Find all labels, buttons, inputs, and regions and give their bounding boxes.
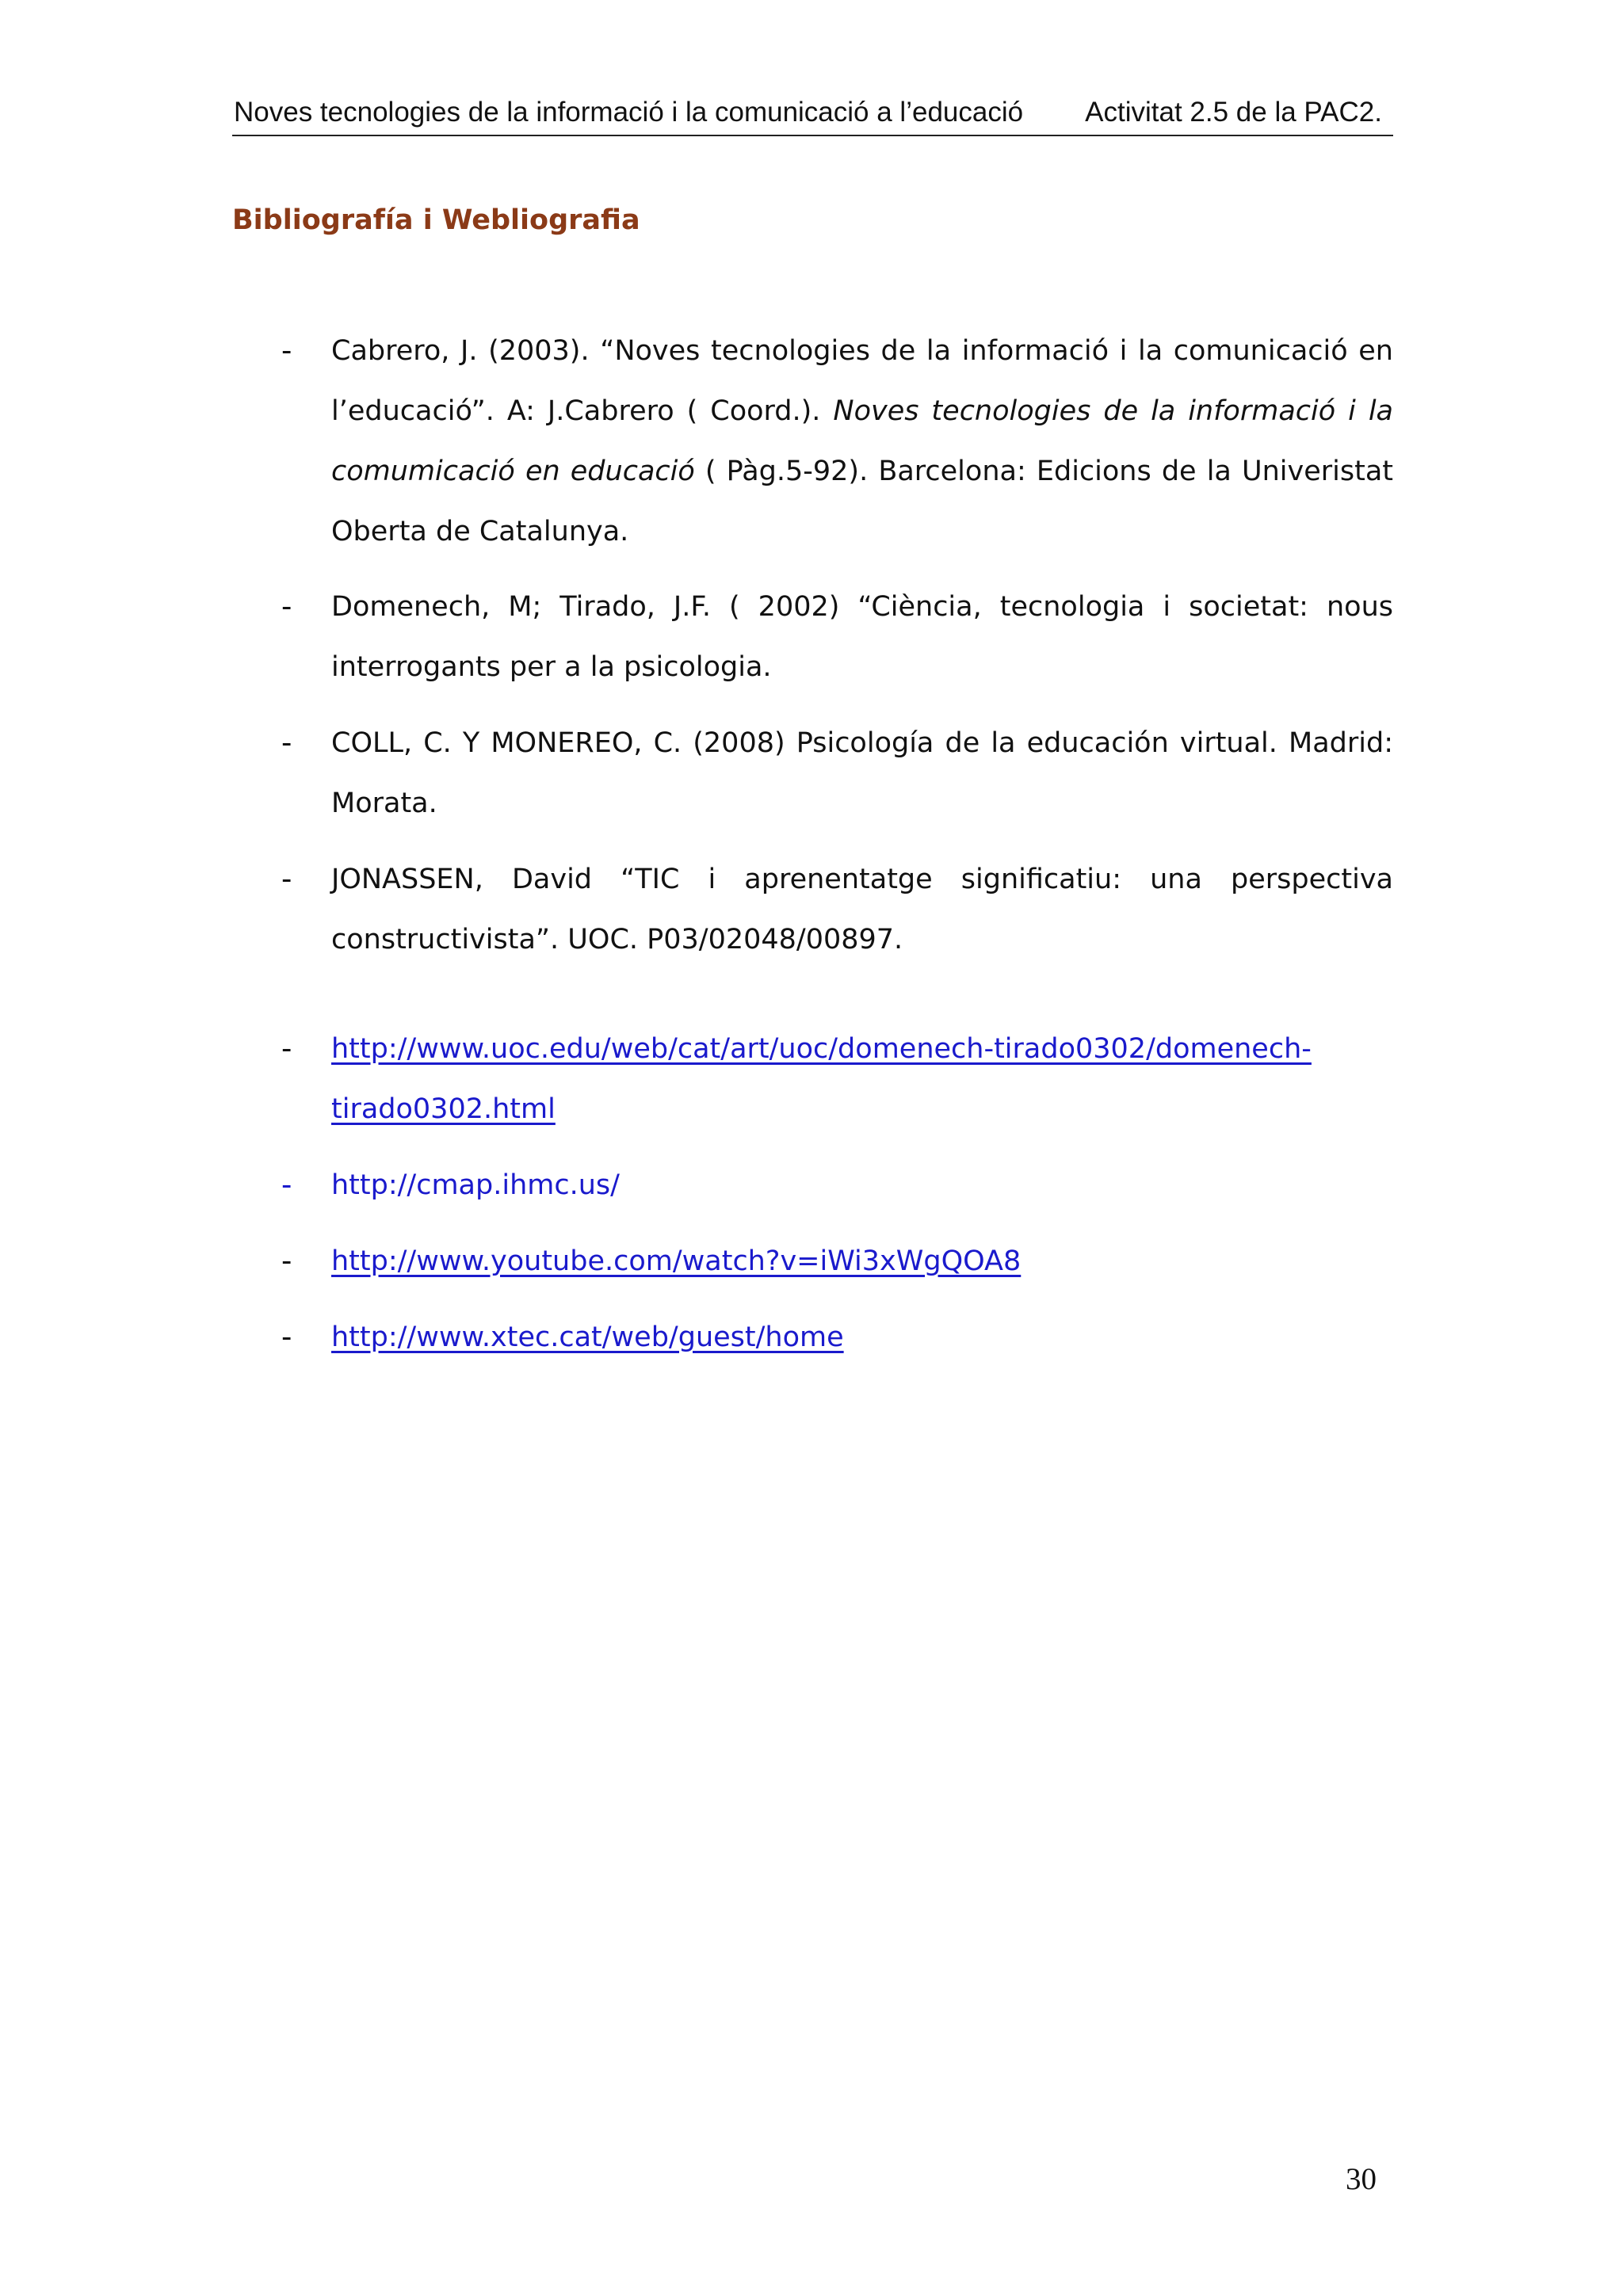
list-dash: - [281,334,292,368]
webliography-entry-xtec [281,1307,1393,1367]
bibliography-text: COLL, C. Y MONEREO, C. (2008) Psicología de la educación virtual. Madrid: Morata. [331,727,1393,819]
bibliography-text [331,321,1393,562]
bibliography-entry-jonassen [281,849,1393,970]
bibliography-text-part2: ( Pàg.5-92). Barcelona: Edicions de la Univeristat Oberta de Catalunya. [331,456,1393,547]
webliography-entry-cmap [281,1155,1393,1215]
youtube-link[interactable]: http://www.youtube.com/watch?v=iWi3xWgQOA8 [331,1245,1022,1277]
bibliography-entry-domenech [281,577,1393,697]
bibliography-text: JONASSEN, David “TIC i aprenentatge significatiu: una perspectiva constructivista”. UOC. P03/02048/00897. [331,864,1393,955]
uoc-link-line2[interactable]: tirado0302.html [331,1093,556,1125]
xtec-link[interactable]: http://www.xtec.cat/web/guest/home [331,1322,844,1353]
bibliography-entry-coll [281,713,1393,833]
webliography-entry-uoc [281,1019,1393,1139]
list-dash: - [281,862,292,896]
bibliography-text-part1: Cabrero, J. (2003). “Noves tecnologies de la informació i la comunicació en l’educació”. A: J.Cabrero ( Coord.). [331,335,1393,427]
list-dash: - [281,1320,292,1354]
header-activity-label: Activitat 2.5 de la PAC2. [1085,97,1382,128]
list-dash: - [281,1244,292,1278]
list-dash: - [281,1168,292,1202]
page-number: 30 [1346,2162,1377,2196]
uoc-link-line1[interactable]: http://www.uoc.edu/web/cat/art/uoc/domenech-tirado0302/domenech- [331,1033,1312,1065]
list-dash: - [281,726,292,760]
page-header [232,95,1393,136]
webliography-entry-youtube [281,1231,1393,1291]
list-dash: - [281,589,292,624]
header-course-title: Noves tecnologies de la informació i la comunicació a l’educació [234,97,1024,128]
bibliography-entry-cabrero [281,321,1393,562]
list-dash: - [281,1032,292,1066]
webliography-text [331,1231,1393,1291]
section-title: Bibliografía i Webliografia [232,204,640,236]
cmap-link[interactable]: http://cmap.ihmc.us/ [331,1169,620,1201]
webliography-text [331,1019,1393,1139]
webliography-text [331,1155,1393,1215]
bibliography-text: Domenech, M; Tirado, J.F. ( 2002) “Ciència, tecnologia i societat: nous interrogants per a la psicologia. [331,591,1393,683]
webliography-text [331,1307,1393,1367]
bibliography-book-title: Noves tecnologies de la informació i la comumicació en educació [331,395,1393,487]
